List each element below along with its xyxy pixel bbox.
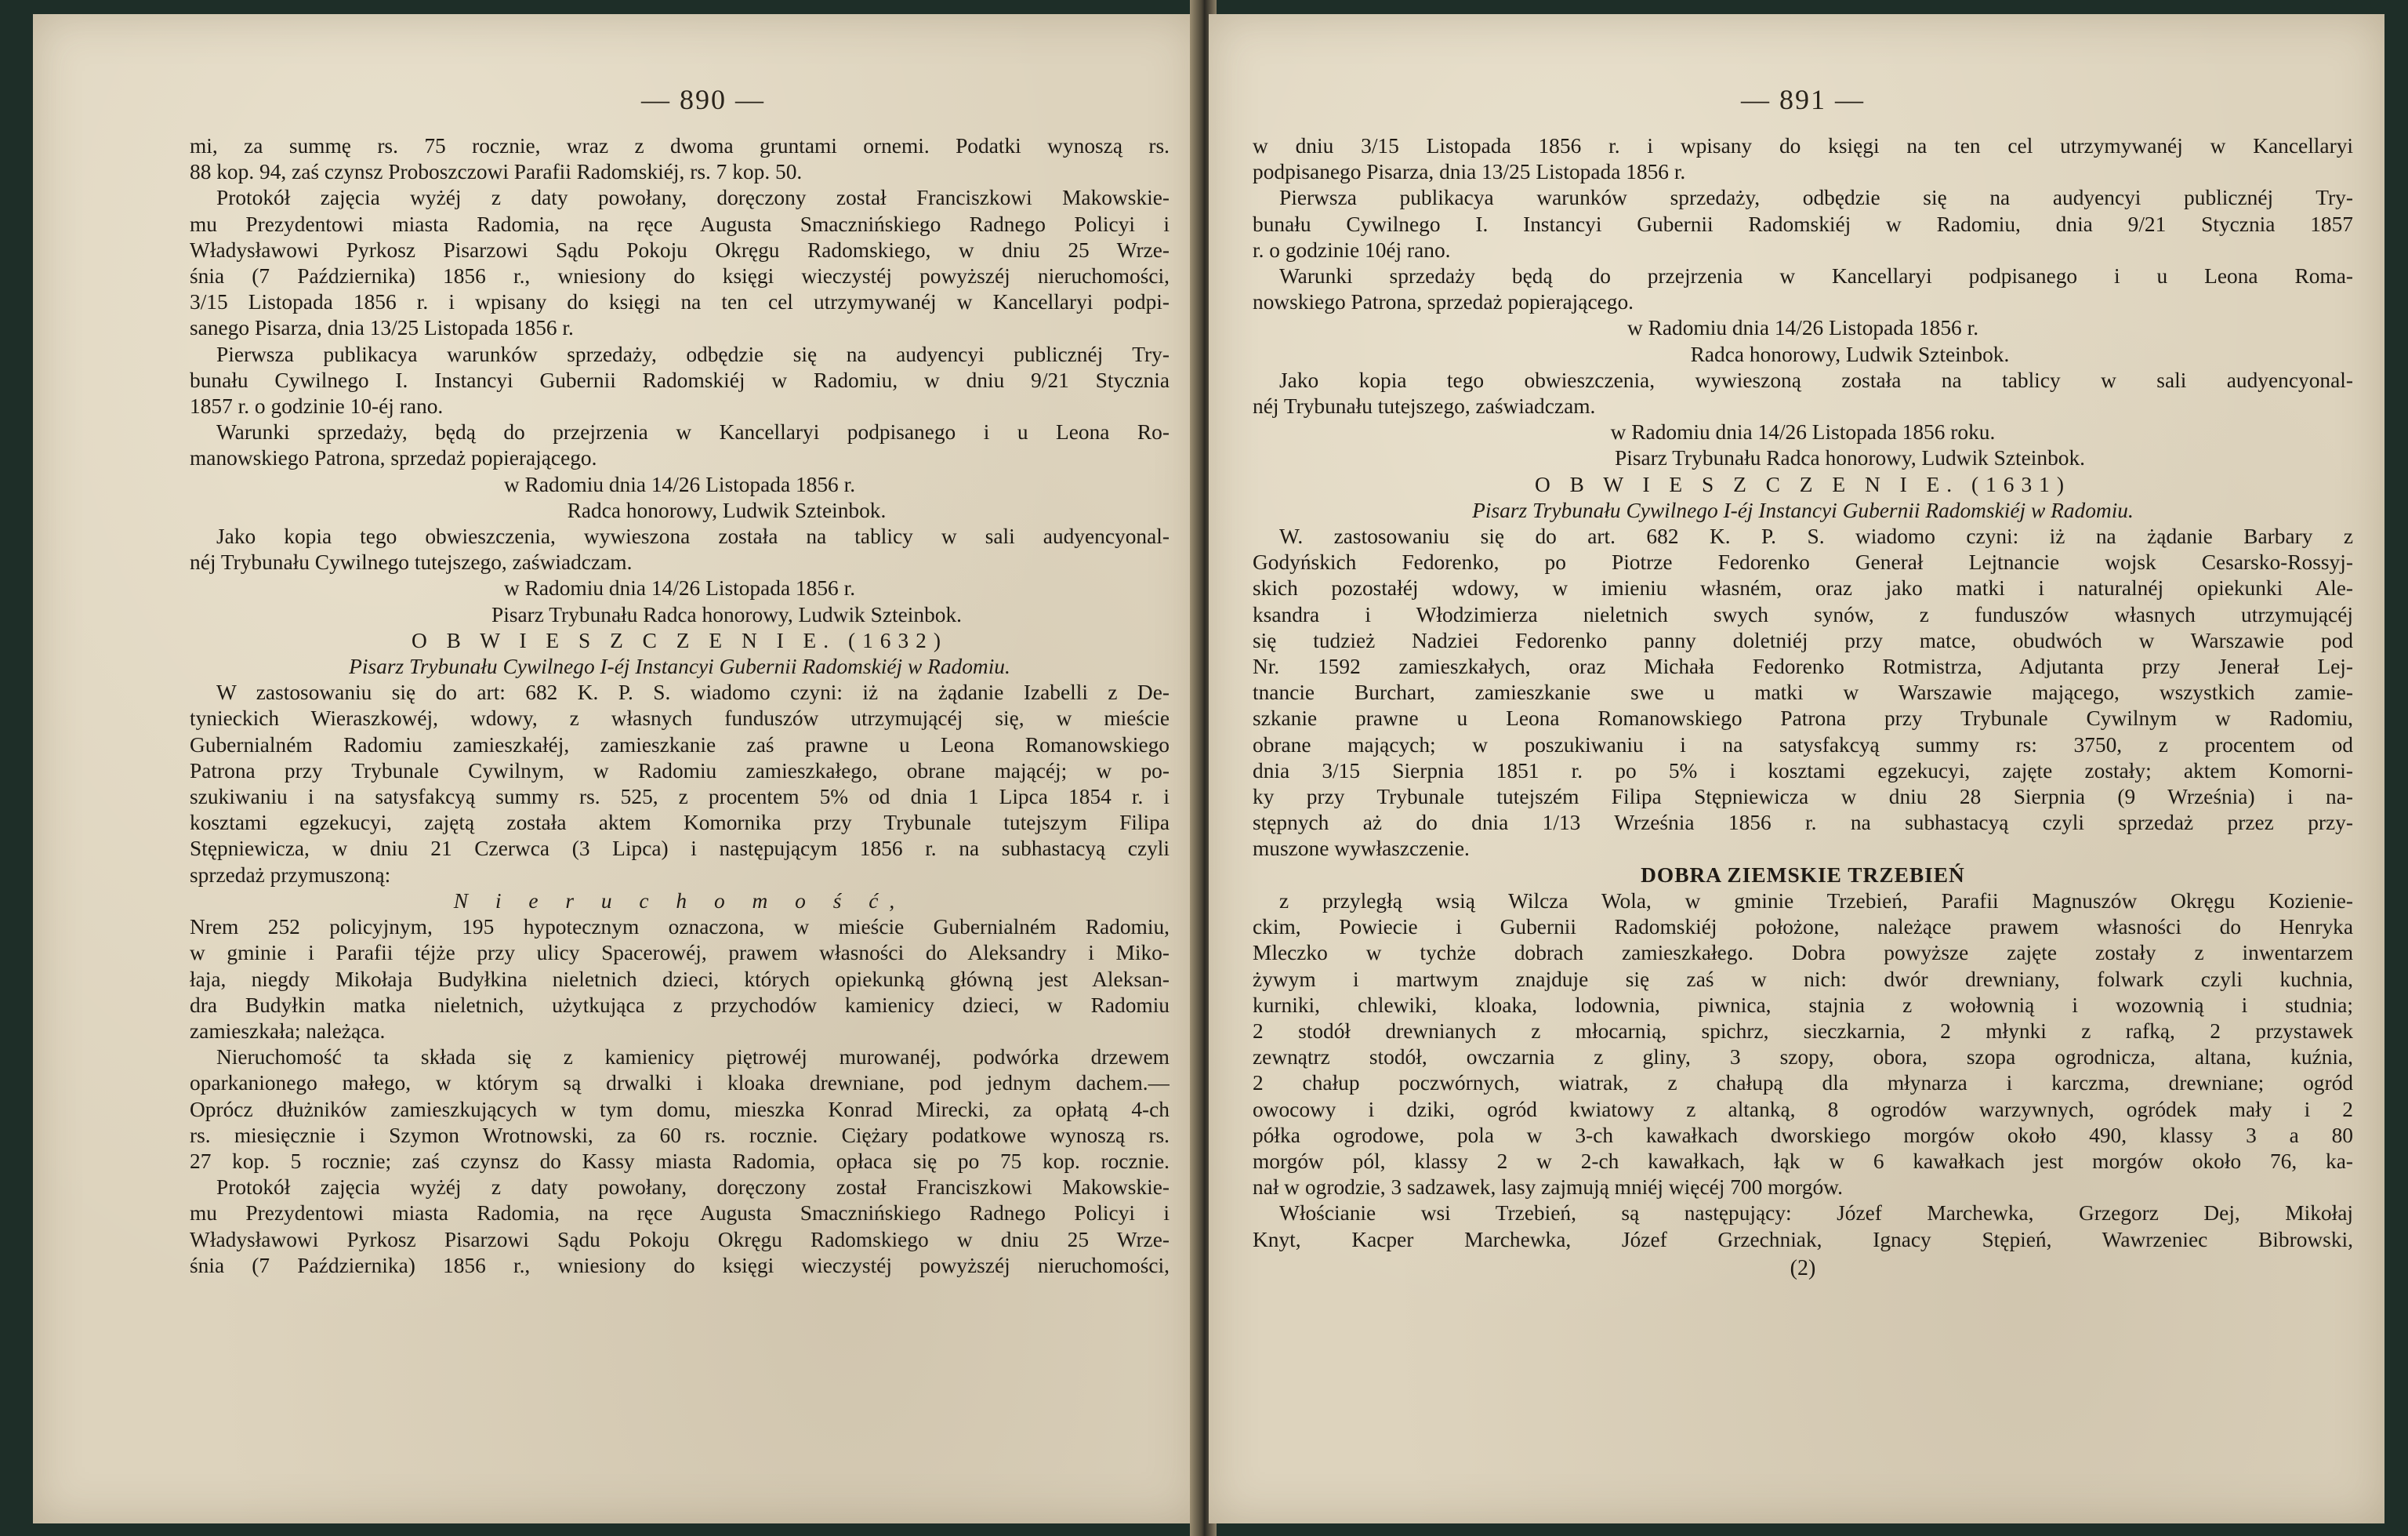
text-line: Radca honorowy, Ludwik Szteinbok.: [567, 498, 887, 522]
text-line: W. zastosowaniu się do art. 682 K. P. S. wiadomo czyni: iż na żądanie Barbary z: [1279, 525, 2353, 549]
text-line: zewnątrz stodół, owczarnia z gliny, 3 szopy, obora, szopa ogrodnicza, altana, kuźnia,: [1253, 1045, 2353, 1069]
text-line: Pisarz Trybunału Cywilnego I-éj Instancyi Gubernii Radomskiéj w Radomiu.: [349, 655, 1010, 679]
text-line: półka ogrodowe, pola w 3-ch kawałkach dworskiego morgów około 490, klassy 3 a 80: [1253, 1123, 2353, 1147]
text-line: DOBRA ZIEMSKIE TRZEBIEŃ: [1641, 862, 1965, 887]
text-line: bunału Cywilnego I. Instancyi Gubernii Radomskiéj w Radomiu, w dniu 9/21 Stycznia: [190, 368, 1170, 392]
text-line: z przyległą wsią Wilcza Wola, w gminie Trzebień, Parafii Magnuszów Okręgu Kozienie-: [1279, 888, 2353, 913]
text-line: Jako kopia tego obwieszczenia, wywieszoną została na tablicy w sali audyencyonal-: [1279, 368, 2353, 392]
text-line: Stępniewicza, w dniu 21 Czerwca (3 Lipca) i następującym 1856 r. na subhastacyą czyli: [190, 837, 1170, 861]
text-line: 3/15 Listopada 1856 r. i wpisany do księgi na ten cel utrzymywanéj w Kancellaryi podpi-: [190, 290, 1170, 314]
text-line: tnancie Burchart, zamieszkanie swe u matki w Warszawie mającego, wszystkich zamie-: [1253, 681, 2353, 705]
text-line: r. o godzinie 10éj rano.: [1253, 238, 1451, 262]
text-line: dnia 3/15 Sierpnia 1851 r. po 5% i kosztami egzekucyi, zajęte zostały; aktem Komorni-: [1253, 758, 2353, 783]
text-line: w dniu 3/15 Listopada 1856 r. i wpisany do księgi na ten cel utrzymywanéj w Kancellaryi: [1253, 134, 2353, 158]
text-line: podpisanego Pisarza, dnia 13/25 Listopada 1856 r.: [1253, 160, 1686, 184]
text-line: Patrona przy Trybunale Cywilnym, w Radomiu zamieszkałego, obrane mającéj; w po-: [190, 758, 1170, 783]
text-line: szukiwaniu i na satysfakcyą summy rs. 525, z procentem 5% od dnia 1 Lipca 1854 r. i: [190, 785, 1170, 809]
text-line: ky przy Trybunale tutejszém Filipa Stępniewicza w dniu 28 Sierpnia (9 Września) i na-: [1253, 785, 2353, 809]
right-page: [1209, 14, 2384, 1523]
text-line: nowskiego Patrona, sprzedaż popierającego.: [1253, 290, 1634, 314]
text-line: bunału Cywilnego I. Instancyi Gubernii Radomskiéj w Radomiu, dnia 9/21 Stycznia 1857: [1253, 212, 2353, 236]
text-line: śnia (7 Października) 1856 r., wniesiony do księgi wieczystéj powyższéj nieruchomości,: [190, 264, 1170, 289]
text-line: w Radomiu dnia 14/26 Listopada 1856 r.: [503, 576, 856, 601]
text-line: néj Trybunału tutejszego, zaświadczam.: [1253, 394, 1596, 419]
text-line: stępnych aż do dnia 1/13 Września 1856 r. na subhastacyą czyli sprzedaż przez przy-: [1253, 811, 2353, 835]
text-line: Oprócz dłużników zamieszkujących w tym domu, mieszka Konrad Mirecki, za opłatą 4-ch: [190, 1097, 1170, 1121]
text-line: śnia (7 Października) 1856 r., wniesiony do księgi wieczystéj powyższéj nieruchomości,: [190, 1253, 1170, 1277]
text-line: dra Budyłkin matka nieletnich, użytkująca z przychodów kamienicy dzieci, w Radomiu: [190, 993, 1170, 1017]
text-line: zamieszkała; należąca.: [190, 1019, 386, 1043]
text-line: Godyńskich Fedorenko, po Piotrze Fedorenko Generał Lejtnancie wojsk Cesarsko-Rossyj-: [1253, 550, 2353, 575]
text-line: 2 stodół drewnianych z młocarnią, spichrz, sieczkarnia, 2 młynki z rafką, 2 przystawek: [1253, 1019, 2353, 1043]
text-line: Mleczko w tychże dobrach zamieszkałego. Dobra powyższe zajęte zostały z inwentarzem: [1253, 941, 2353, 965]
text-line: szkanie prawne u Leona Romanowskiego Patrona przy Trybunale Cywilnym w Radomiu,: [1253, 706, 2353, 731]
text-line: Pisarz Trybunału Radca honorowy, Ludwik Szteinbok.: [491, 602, 962, 626]
text-line: ckim, Powiecie i Gubernii Radomskiéj położone, należące prawem własności do Henryka: [1253, 915, 2353, 939]
text-line: sprzedaż przymuszoną:: [190, 862, 391, 887]
text-line: obrane mających; w poszukiwaniu i na satysfakcyą summy rs: 3750, z procentem od: [1253, 732, 2353, 757]
left-page: [33, 14, 1198, 1523]
text-line: w Radomiu dnia 14/26 Listopada 1856 r.: [503, 472, 856, 496]
text-line: Knyt, Kacper Marchewka, Józef Grzechniak, Ignacy Stępień, Wawrzeniec Bibrowski,: [1253, 1227, 2353, 1251]
text-line: w gminie i Parafii téjże przy ulicy Spacerowéj, prawem własności do Aleksandry i Miko-: [190, 941, 1170, 965]
text-line: Nieruchomość ta składa się z kamienicy piętrowéj murowanéj, podwórka drzewem: [216, 1045, 1170, 1069]
page-number: — 891 —: [1741, 84, 1865, 115]
text-line: Włościanie wsi Trzebień, są następujący: Józef Marchewka, Grzegorz Dej, Mikołaj: [1279, 1201, 2353, 1226]
text-line: mu Prezydentowi miasta Radomia, na ręce Augusta Smacznińskiego Radnego Policyi i: [190, 1201, 1170, 1226]
text-line: w Radomiu dnia 14/26 Listopada 1856 r.: [1626, 316, 1979, 340]
text-line: N i e r u c h o m o ś ć,: [453, 888, 906, 913]
text-line: 1857 r. o godzinie 10-éj rano.: [190, 394, 444, 419]
page-text: [1253, 133, 2353, 1253]
text-line: Nr. 1592 zamieszkałych, oraz Michała Fedorenko Rotmistrza, Adjutanta przy Jenerał Lej-: [1253, 655, 2353, 679]
text-line: Jako kopia tego obwieszczenia, wywieszona została na tablicy w sali audyencyonal-: [216, 525, 1170, 549]
text-line: ksandra i Włodzimierza nieletnich swych synów, z funduszów własnych utrzymującéj: [1253, 602, 2353, 626]
text-line: kosztami egzekucyi, zajętą została aktem Komornika przy Trybunale tutejszym Filipa: [190, 811, 1170, 835]
text-line: owocowy i dziki, ogród kwiatowy z altanką, 8 ogrodów warzywnych, ogródek mały i 2: [1253, 1097, 2353, 1121]
text-line: oparkanionego małego, w którym są drwalki i kloaka drewniane, pod jednym dachem.—: [190, 1071, 1170, 1095]
text-line: mu Prezydentowi miasta Radomia, na ręce Augusta Smacznińskiego Radnego Policyi i: [190, 212, 1170, 236]
text-line: Władysławowi Pyrkosz Pisarzowi Sądu Pokoju Okręgu Radomskiego, w dniu 25 Wrze-: [190, 238, 1170, 262]
text-line: się tudzież Nadziei Fedorenko panny doletniéj przy matce, obudwóch w Warszawie pod: [1253, 628, 2353, 652]
text-line: Pisarz Trybunału Radca honorowy, Ludwik Szteinbok.: [1615, 446, 2085, 470]
text-line: tynieckich Wieraszkowéj, wdowy, z własnych funduszów utrzymującéj się, w mieście: [190, 706, 1170, 731]
text-line: w Radomiu dnia 14/26 Listopada 1856 roku.: [1610, 420, 1996, 445]
text-line: 88 kop. 94, zaś czynsz Proboszczowi Parafii Radomskiéj, rs. 7 kop. 50.: [190, 160, 803, 184]
text-line: O B W I E S Z C Z E N I E. (1632): [412, 628, 948, 652]
text-line: O B W I E S Z C Z E N I E. (1631): [1535, 472, 2071, 496]
text-line: Pisarz Trybunału Cywilnego I-éj Instancyi Gubernii Radomskiéj w Radomiu.: [1472, 498, 2134, 522]
text-line: W zastosowaniu się do art: 682 K. P. S. wiadomo czyni: iż na żądanie Izabelli z De-: [216, 681, 1170, 705]
page-text: [190, 133, 1170, 1279]
text-line: Pierwsza publikacya warunków sprzedaży, odbędzie się na audyencyi publicznéj Try-: [216, 342, 1170, 366]
text-line: Protokół zajęcia wyżéj z daty powołany, doręczony został Franciszkowi Makowskie-: [216, 1175, 1170, 1200]
text-line: Gubernialném Radomiu zamieszkałéj, zamieszkanie zaś prawne u Leona Romanowskiego: [190, 732, 1170, 757]
signature-mark: (2): [1790, 1255, 1816, 1280]
text-line: Nrem 252 policyjnym, 195 hypotecznym oznaczona, w mieście Gubernialném Radomiu,: [190, 915, 1170, 939]
text-line: morgów pól, klassy 2 w 2-ch kawałkach, łąk w 6 kawałkach jest morgów około 76, ka-: [1253, 1149, 2353, 1173]
text-line: Pierwsza publikacya warunków sprzedaży, odbędzie się na audyencyi publicznéj Try-: [1279, 186, 2353, 210]
text-line: skich pozostałéj wdowy, w imieniu własném, oraz jako matki i naturalnéj opiekunki Ale-: [1253, 576, 2353, 601]
text-line: żywym i martwym znajduje się zaś w nich: dwór drewniany, folwark czyli kuchnia,: [1253, 967, 2353, 991]
text-line: kurniki, chlewiki, kloaka, lodownia, piwnica, stajnia z wołownią i wozownią i studnia;: [1253, 993, 2353, 1017]
text-line: sanego Pisarza, dnia 13/25 Listopada 1856 r.: [190, 316, 574, 340]
text-line: Władysławowi Pyrkosz Pisarzowi Sądu Pokoju Okręgu Radomskiego w dniu 25 Wrze-: [190, 1227, 1170, 1251]
text-line: manowskiego Patrona, sprzedaż popierającego.: [190, 446, 597, 470]
text-line: Protokół zajęcia wyżéj z daty powołany, doręczony został Franciszkowi Makowskie-: [216, 186, 1170, 210]
text-line: mi, za summę rs. 75 rocznie, wraz z dwoma gruntami ornemi. Podatki wynoszą rs.: [190, 134, 1170, 158]
text-line: łaja, niegdy Mikołaja Budyłkina nieletnich dzieci, których opiekunką główną jest Aleksan-: [190, 967, 1170, 991]
text-line: rs. miesięcznie i Szymon Wrotnowski, za 60 rs. rocznie. Ciężary podatkowe wynoszą rs.: [190, 1123, 1170, 1147]
text-line: Warunki sprzedaży będą do przejrzenia w Kancellaryi podpisanego i u Leona Roma-: [1279, 264, 2353, 289]
page-number: — 890 —: [641, 84, 765, 115]
text-line: Warunki sprzedaży, będą do przejrzenia w Kancellaryi podpisanego i u Leona Ro-: [216, 420, 1170, 445]
text-line: 27 kop. 5 rocznie; zaś czynsz do Kassy miasta Radomia, opłaca się po 75 kop. rocznie.: [190, 1149, 1170, 1173]
text-line: 2 chałup poczwórnych, wiatrak, z chałupą dla młynarza i karczma, drewniane; ogród: [1253, 1071, 2353, 1095]
text-line: nał w ogrodzie, 3 sadzawek, lasy zajmują mniéj więcéj 700 morgów.: [1253, 1175, 1844, 1200]
text-line: néj Trybunału Cywilnego tutejszego, zaświadczam.: [190, 550, 633, 575]
text-line: Radca honorowy, Ludwik Szteinbok.: [1690, 342, 2010, 366]
text-line: muszone wywłaszczenie.: [1253, 837, 1470, 861]
